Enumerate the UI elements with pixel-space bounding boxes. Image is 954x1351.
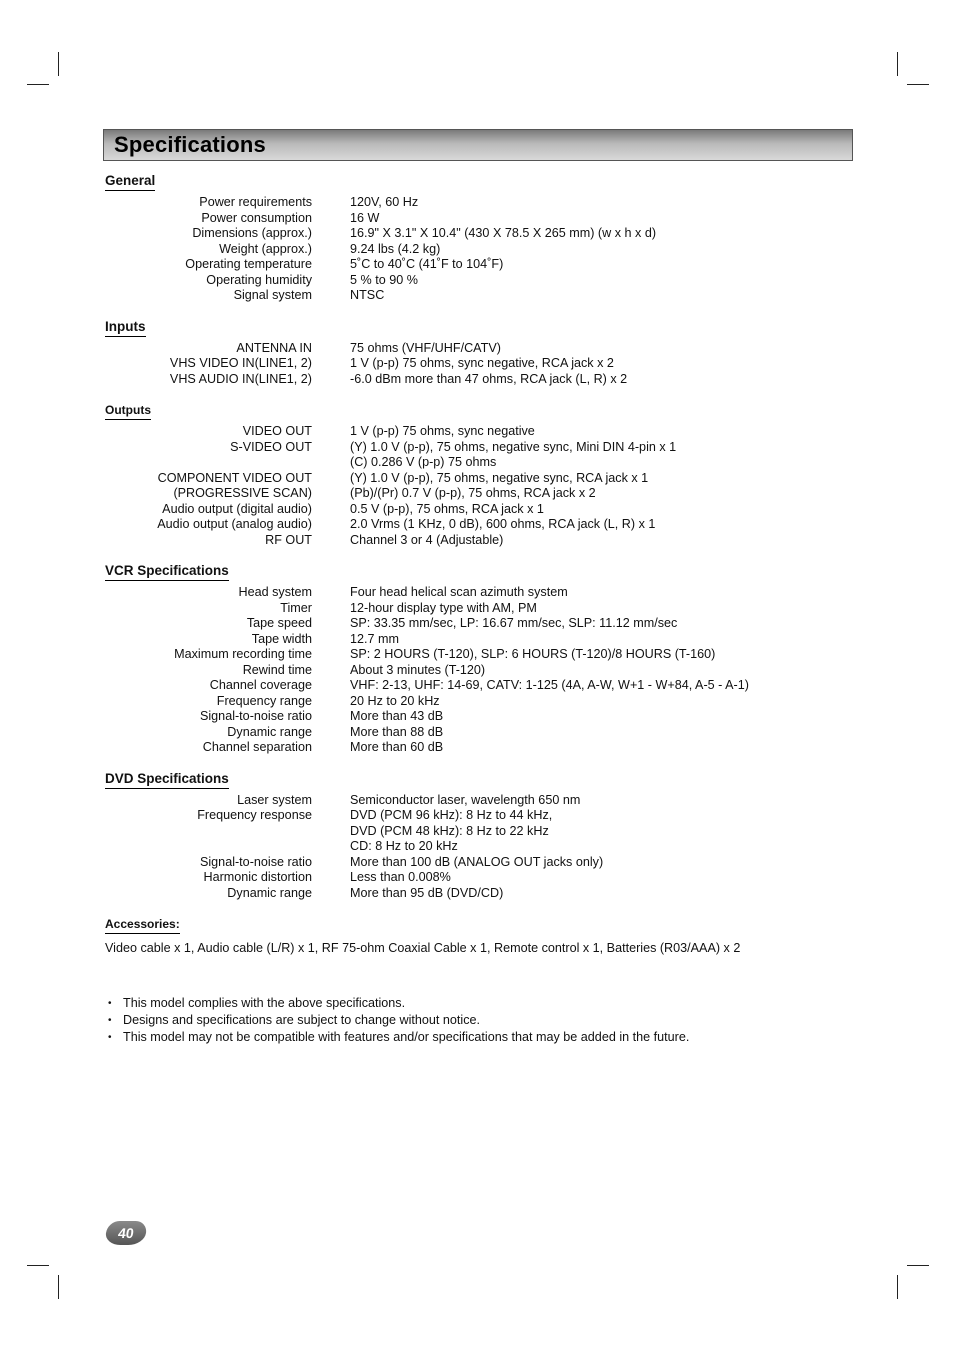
spec-value: SP: 2 HOURS (T-120), SLP: 6 HOURS (T-120)/8 HOURS (T-160) [350, 647, 716, 661]
list-item [108, 1012, 689, 1029]
spec-row [105, 424, 845, 440]
spec-value: 1 V (p-p) 75 ohms, sync negative, RCA jack x 2 [350, 356, 614, 370]
spec-row [105, 740, 845, 756]
section-heading: VCR Specifications [105, 563, 229, 581]
spec-row [105, 647, 845, 663]
spec-value: 20 Hz to 20 kHz [350, 693, 440, 708]
spec-row [105, 440, 845, 456]
spec-label: Weight (approx.) [219, 241, 312, 256]
spec-row [105, 242, 845, 258]
accessories-text: Video cable x 1, Audio cable (L/R) x 1, RF 75-ohm Coaxial Cable x 1, Remote control x 1, Batteries (R03/AAA) x 2 [105, 941, 741, 955]
spec-row [105, 793, 845, 809]
spec-label: Head system [238, 585, 312, 599]
section-accessories [105, 915, 845, 956]
section-inputs [105, 318, 845, 388]
crop-mark [58, 1275, 59, 1299]
spec-value: 12-hour display type with AM, PM [350, 600, 537, 615]
spec-label: Operating humidity [206, 272, 312, 287]
spec-value: (Y) 1.0 V (p-p), 75 ohms, negative sync, RCA jack x 1 [350, 470, 649, 485]
spec-value: More than 60 dB [350, 740, 444, 754]
section-heading: Accessories: [105, 916, 180, 934]
spec-label: VHS VIDEO IN(LINE1, 2) [169, 356, 312, 370]
spec-value: 1 V (p-p) 75 ohms, sync negative [350, 424, 535, 438]
notes-list [108, 995, 689, 1046]
spec-row [105, 486, 845, 502]
spec-row [105, 585, 845, 601]
spec-label: Signal-to-noise ratio [199, 709, 312, 723]
spec-row [105, 211, 845, 227]
spec-row [105, 471, 845, 487]
spec-label: Signal system [233, 288, 312, 302]
spec-row [105, 855, 845, 871]
spec-value: About 3 minutes (T-120) [350, 662, 486, 677]
spec-label: Dimensions (approx.) [192, 226, 312, 240]
spec-value: 5˚C to 40˚C (41˚F to 104˚F) [350, 257, 504, 271]
page-number-badge [104, 1221, 147, 1245]
spec-label: Frequency range [216, 693, 312, 708]
spec-row [105, 226, 845, 242]
spec-row [105, 808, 845, 824]
spec-value: Less than 0.008% [350, 870, 451, 884]
spec-label: Audio output (digital audio) [162, 501, 312, 516]
spec-value: DVD (PCM 48 kHz): 8 Hz to 22 kHz [350, 823, 549, 838]
list-item [108, 1029, 689, 1046]
spec-label: Channel coverage [209, 678, 312, 692]
spec-value: Four head helical scan azimuth system [350, 585, 568, 599]
section-heading: Inputs [105, 319, 146, 337]
spec-row [105, 455, 845, 471]
spec-label: Dynamic range [227, 724, 312, 739]
spec-label: Tape width [251, 631, 312, 646]
spec-label: Frequency response [197, 808, 312, 822]
spec-row [105, 824, 845, 840]
spec-value: CD: 8 Hz to 20 kHz [350, 839, 458, 853]
bullet-icon: • [108, 1015, 112, 1026]
spec-value: (Pb)/(Pr) 0.7 V (p-p), 75 ohms, RCA jack x 2 [350, 486, 596, 500]
spec-value: Semiconductor laser, wavelength 650 nm [350, 792, 581, 807]
spec-value: 16.9" X 3.1" X 10.4" (430 X 78.5 X 265 mm) (w x h x d) [350, 226, 657, 240]
spec-row [105, 709, 845, 725]
spec-label: COMPONENT VIDEO OUT [157, 470, 312, 485]
spec-label: Timer [280, 600, 312, 615]
spec-value: NTSC [350, 288, 385, 302]
section-general [105, 172, 845, 304]
spec-value: 9.24 lbs (4.2 kg) [350, 241, 441, 256]
spec-value: 16 W [350, 210, 380, 225]
section-outputs [105, 401, 845, 548]
section-heading: DVD Specifications [105, 771, 229, 789]
spec-label [105, 839, 312, 855]
spec-label: S-VIDEO OUT [230, 439, 312, 454]
section-dvd [105, 770, 845, 902]
spec-value: -6.0 dBm more than 47 ohms, RCA jack (L, R) x 2 [350, 371, 628, 386]
spec-row [105, 886, 845, 902]
spec-label: RF OUT [265, 532, 312, 547]
spec-value: 5 % to 90 % [350, 272, 418, 287]
spec-value: VHF: 2-13, UHF: 14-69, CATV: 1-125 (4A, A-W, W+1 - W+84, A-5 - A-1) [350, 678, 749, 692]
spec-label: Power consumption [201, 210, 312, 225]
note-text: This model may not be compatible with features and/or specifications that may be added in the future. [123, 1030, 690, 1044]
spec-row [105, 288, 845, 304]
spec-content [105, 172, 845, 956]
section-heading: Outputs [105, 402, 151, 420]
crop-mark [907, 1265, 929, 1266]
spec-row [105, 372, 845, 388]
spec-label: ANTENNA IN [236, 340, 312, 355]
spec-value: (C) 0.286 V (p-p) 75 ohms [350, 455, 497, 469]
list-item [108, 995, 689, 1012]
spec-label: Tape speed [246, 616, 312, 630]
title-bar [103, 129, 853, 161]
spec-value: More than 88 dB [350, 724, 444, 739]
spec-label [105, 455, 312, 471]
crop-mark [897, 1275, 898, 1299]
page-title: Specifications [114, 132, 266, 157]
spec-row [105, 870, 845, 886]
spec-row [105, 195, 845, 211]
spec-row [105, 601, 845, 617]
spec-row [105, 517, 845, 533]
spec-label: Rewind time [242, 662, 312, 677]
spec-label: VHS AUDIO IN(LINE1, 2) [169, 371, 312, 386]
spec-value: DVD (PCM 96 kHz): 8 Hz to 44 kHz, [350, 808, 553, 822]
note-text: This model complies with the above specifications. [123, 996, 406, 1010]
spec-row [105, 725, 845, 741]
section-heading: General [105, 173, 155, 191]
spec-row [105, 257, 845, 273]
spec-label: Maximum recording time [174, 647, 312, 661]
crop-mark [27, 84, 49, 85]
spec-value: 2.0 Vrms (1 KHz, 0 dB), 600 ohms, RCA jack (L, R) x 1 [350, 517, 656, 531]
spec-row [105, 678, 845, 694]
bullet-icon: • [108, 1032, 112, 1043]
spec-label: Operating temperature [185, 257, 312, 271]
crop-mark [58, 52, 59, 76]
spec-label: VIDEO OUT [242, 424, 312, 438]
spec-value: 12.7 mm [350, 631, 399, 646]
spec-row [105, 341, 845, 357]
section-vcr [105, 562, 845, 756]
spec-row [105, 694, 845, 710]
spec-label: Laser system [237, 792, 312, 807]
crop-mark [907, 84, 929, 85]
spec-label: Dynamic range [227, 885, 312, 900]
spec-label [105, 824, 312, 840]
crop-mark [897, 52, 898, 76]
spec-label: Signal-to-noise ratio [199, 854, 312, 869]
page-number: 40 [117, 1225, 135, 1241]
note-text: Designs and specifications are subject to change without notice. [123, 1013, 481, 1027]
spec-row [105, 663, 845, 679]
spec-row [105, 616, 845, 632]
crop-mark [27, 1265, 49, 1266]
spec-label: (PROGRESSIVE SCAN) [173, 486, 312, 500]
spec-value: More than 43 dB [350, 709, 444, 723]
spec-row [105, 356, 845, 372]
spec-value: More than 95 dB (DVD/CD) [350, 885, 504, 900]
spec-label: Harmonic distortion [203, 870, 312, 884]
spec-value: SP: 33.35 mm/sec, LP: 16.67 mm/sec, SLP: 11.12 mm/sec [350, 616, 678, 630]
spec-value: 75 ohms (VHF/UHF/CATV) [350, 340, 501, 355]
spec-value: 120V, 60 Hz [350, 195, 419, 209]
spec-value: (Y) 1.0 V (p-p), 75 ohms, negative sync, Mini DIN 4-pin x 1 [350, 439, 677, 454]
spec-value: Channel 3 or 4 (Adjustable) [350, 532, 504, 547]
spec-label: Power requirements [199, 195, 312, 209]
spec-row [105, 632, 845, 648]
spec-row [105, 502, 845, 518]
spec-label: Channel separation [202, 740, 312, 754]
spec-value: 0.5 V (p-p), 75 ohms, RCA jack x 1 [350, 501, 544, 516]
spec-row [105, 273, 845, 289]
spec-row [105, 839, 845, 855]
bullet-icon: • [108, 998, 112, 1009]
spec-value: More than 100 dB (ANALOG OUT jacks only) [350, 854, 604, 869]
spec-row [105, 533, 845, 549]
spec-label: Audio output (analog audio) [157, 517, 312, 531]
